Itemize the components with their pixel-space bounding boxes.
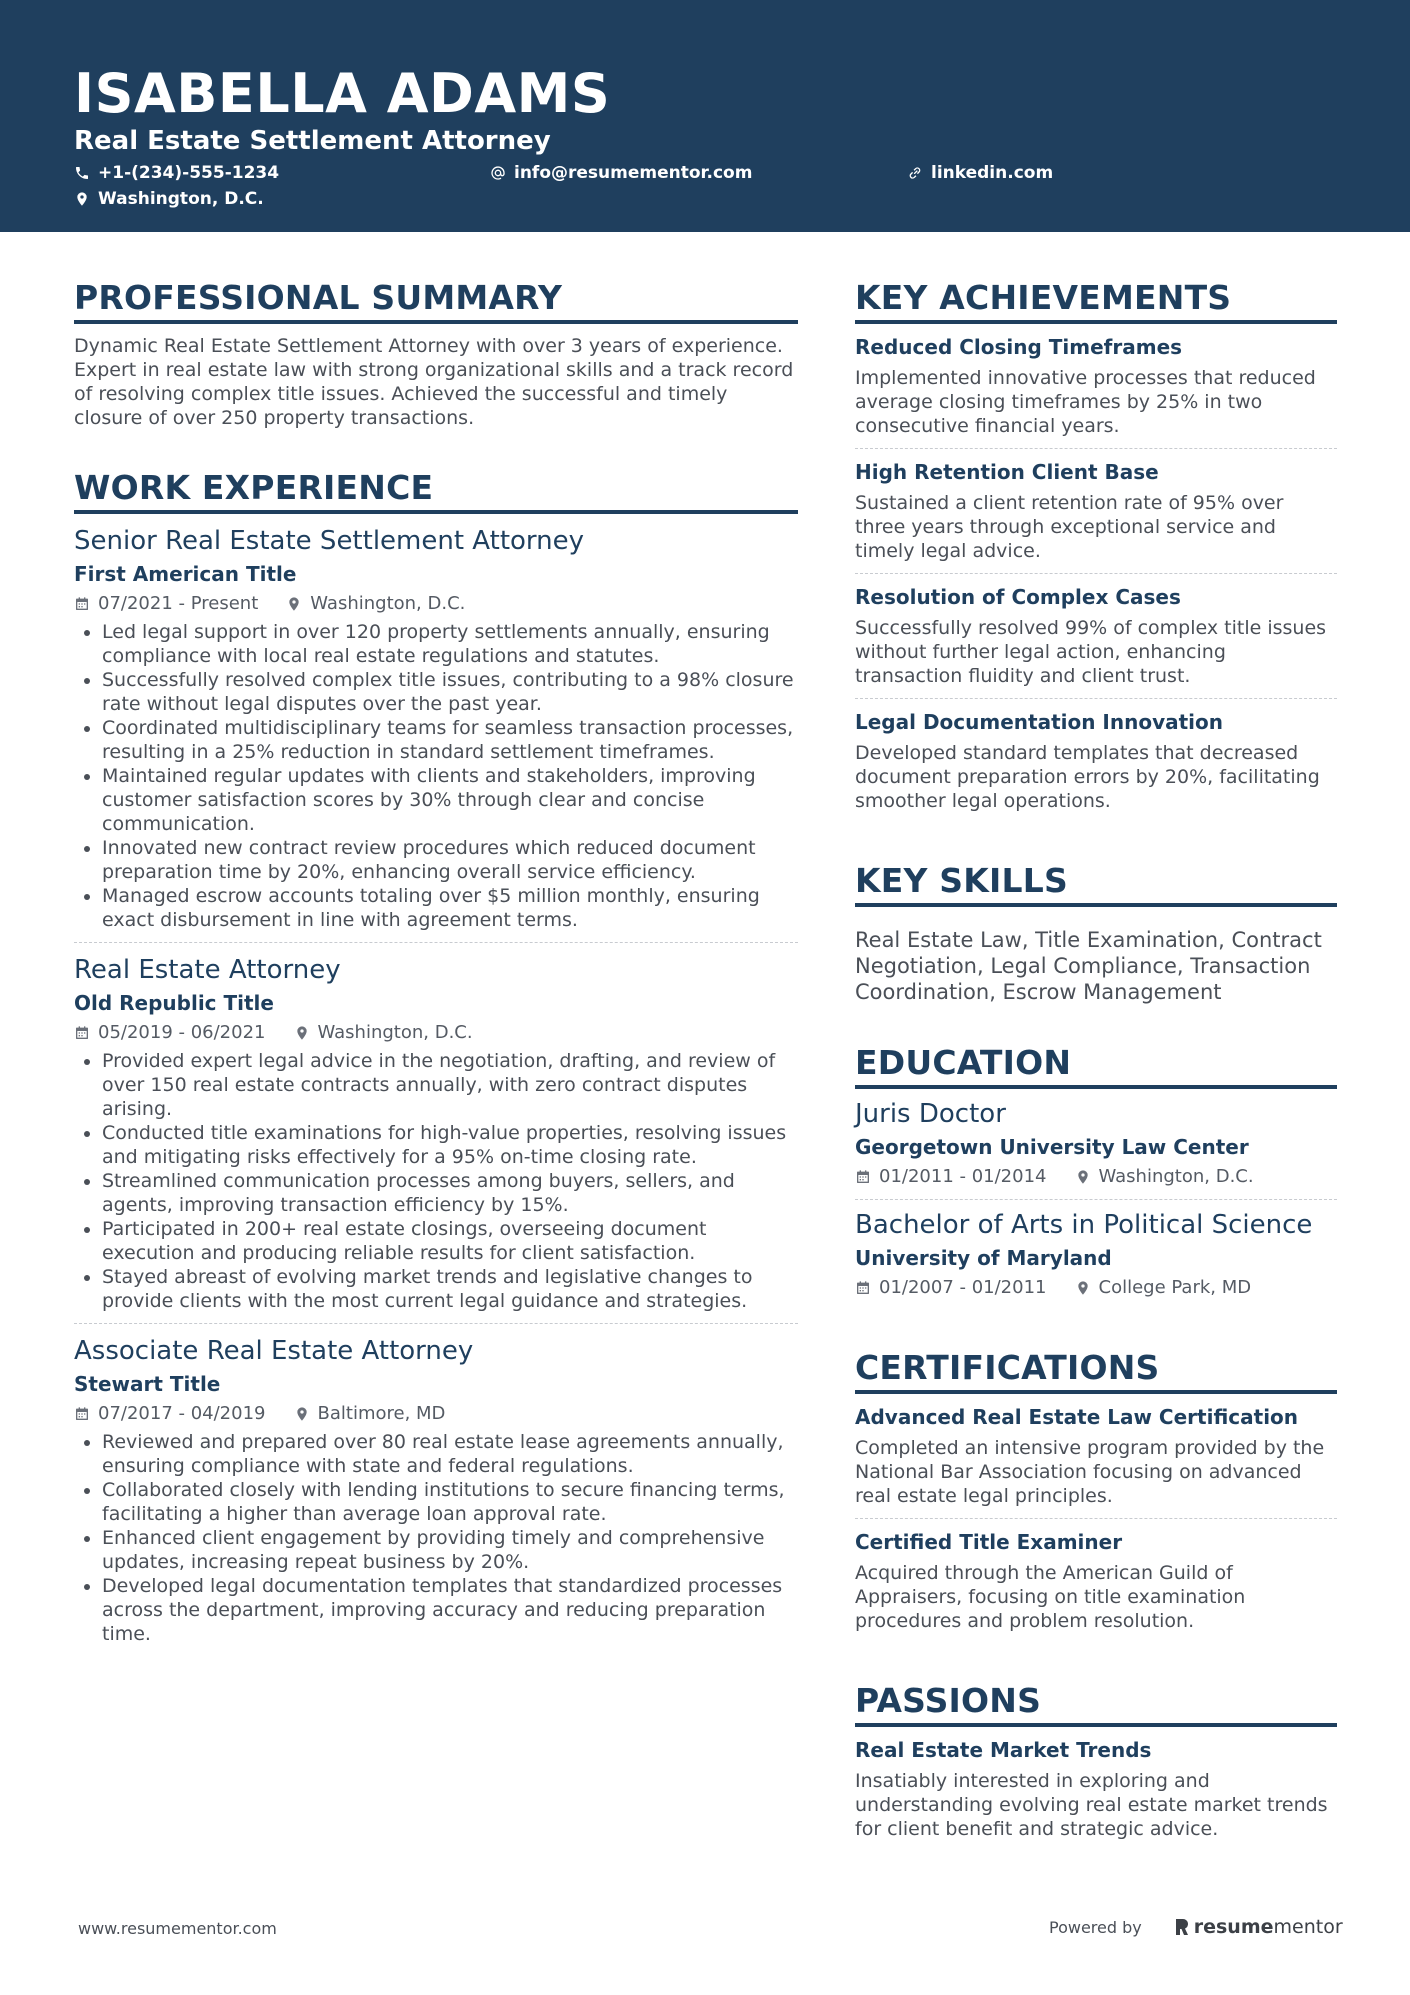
- bullet-item: • Conducted title examinations for high-value properties, resolving issues and mitigating risks effectively for a 95% on-time closing rate.: [102, 1121, 798, 1169]
- job-bullets: [74, 1049, 798, 1313]
- education-section: [855, 1043, 1337, 1310]
- passion-title: Real Estate Market Trends: [855, 1738, 1152, 1762]
- job-location: Washington, D.C.: [317, 1022, 473, 1043]
- footer-website[interactable]: www.resumementor.com: [78, 1919, 277, 1938]
- bullet-item: • Participated in 200+ real estate closings, overseeing document execution and producing reliable results for client satisfaction.: [102, 1217, 798, 1265]
- job-bullets: [74, 1430, 798, 1646]
- passion-desc: Insatiably interested in exploring and understanding evolving real estate market trends for client benefit and strategic advice.: [855, 1770, 1328, 1840]
- experience-section: [74, 468, 798, 1656]
- brand-logo[interactable]: [1174, 1916, 1343, 1938]
- job-title: Associate Real Estate Attorney: [74, 1336, 474, 1366]
- job-entry: [74, 1334, 798, 1656]
- job-location: Washington, D.C.: [310, 593, 466, 614]
- bullet-item: • Developed legal documentation templates that standardized processes across the department, improving accuracy and reducing preparation time.: [102, 1574, 798, 1646]
- contact-linkedin[interactable]: [907, 161, 1053, 185]
- bullet-item: • Reviewed and prepared over 80 real estate lease agreements annually, ensuring compliance with state and federal regulations.: [102, 1430, 798, 1478]
- calendar-icon: [855, 1169, 871, 1185]
- footer-powered-by: [1049, 1916, 1343, 1938]
- job-dates: 07/2021 - Present: [98, 593, 259, 614]
- job-entry: [74, 524, 798, 943]
- skills-heading: KEY SKILLS: [855, 861, 1337, 907]
- location-pin-icon: [294, 1025, 310, 1041]
- resume-header: [0, 0, 1410, 232]
- skills-section: [855, 861, 1337, 1005]
- job-title: Real Estate Attorney: [74, 955, 341, 985]
- email-text[interactable]: info@resumementor.com: [514, 163, 753, 183]
- bullet-item: • Stayed abreast of evolving market trends and legislative changes to provide clients with the most current legal guidance and strategies.: [102, 1265, 798, 1313]
- job-dates: 05/2019 - 06/2021: [98, 1022, 266, 1043]
- achievements-heading: KEY ACHIEVEMENTS: [855, 278, 1337, 324]
- candidate-title: Real Estate Settlement Attorney: [74, 126, 551, 156]
- brand-name-thin: mentor: [1273, 1916, 1343, 1938]
- passion-item: [855, 1727, 1337, 1851]
- bullet-item: • Collaborated closely with lending institutions to secure financing terms, facilitating a higher than average loan approval rate.: [102, 1478, 798, 1526]
- contact-email[interactable]: [490, 161, 752, 185]
- education-heading: EDUCATION: [855, 1043, 1337, 1089]
- bullet-item: • Managed escrow accounts totaling over $5 million monthly, ensuring exact disbursement in line with agreement terms.: [102, 884, 798, 932]
- passions-section: [855, 1681, 1337, 1851]
- achievement-title: High Retention Client Base: [855, 460, 1159, 484]
- location-pin-icon: [1075, 1169, 1091, 1185]
- bullet-item: • Successfully resolved complex title issues, contributing to a 98% closure rate without legal disputes over the past year.: [102, 668, 798, 716]
- achievement-title: Resolution of Complex Cases: [855, 585, 1181, 609]
- location-pin-icon: [294, 1406, 310, 1422]
- location-pin-icon: [74, 191, 90, 207]
- certifications-heading: CERTIFICATIONS: [855, 1348, 1337, 1394]
- summary-section: [74, 278, 798, 430]
- passions-heading: PASSIONS: [855, 1681, 1337, 1727]
- education-dates: 01/2007 - 01/2011: [879, 1277, 1047, 1298]
- job-meta: [74, 1021, 798, 1045]
- phone-text: +1-(234)-555-1234: [98, 163, 280, 183]
- bullet-item: • Maintained regular updates with clients and stakeholders, improving customer satisfaction scores by 30% through clear and concise communication.: [102, 764, 798, 836]
- achievement-item: [855, 449, 1337, 574]
- job-meta: [74, 1402, 798, 1426]
- bullet-item: • Coordinated multidisciplinary teams for seamless transaction processes, resulting in a 25% reduction in standard settlement timeframes.: [102, 716, 798, 764]
- location-text: Washington, D.C.: [98, 189, 264, 209]
- brand-name-bold: resume: [1193, 1916, 1274, 1938]
- bullet-item: • Innovated new contract review procedures which reduced document preparation time by 20%, enhancing overall service efficiency.: [102, 836, 798, 884]
- education-meta: [855, 1276, 1337, 1300]
- job-dates: 07/2017 - 04/2019: [98, 1403, 266, 1424]
- bullet-item: • Streamlined communication processes among buyers, sellers, and agents, improving transaction efficiency by 15%.: [102, 1169, 798, 1217]
- degree-title: Bachelor of Arts in Political Science: [855, 1210, 1313, 1240]
- education-meta: [855, 1165, 1337, 1189]
- achievements-section: [855, 278, 1337, 823]
- achievement-item: [855, 574, 1337, 699]
- skills-text: Real Estate Law, Title Examination, Contract Negotiation, Legal Compliance, Transaction Coordination, Escrow Management: [855, 928, 1322, 1004]
- achievement-title: Reduced Closing Timeframes: [855, 335, 1183, 359]
- education-dates: 01/2011 - 01/2014: [879, 1166, 1047, 1187]
- achievement-desc: Implemented innovative processes that reduced average closing timeframes by 25% in two consecutive financial years.: [855, 367, 1316, 437]
- bullet-item: • Provided expert legal advice in the negotiation, drafting, and review of over 150 real estate contracts annually, with zero contract disputes arising.: [102, 1049, 798, 1121]
- summary-heading: PROFESSIONAL SUMMARY: [74, 278, 798, 324]
- location-pin-icon: [1075, 1280, 1091, 1296]
- powered-by-label: Powered by: [1049, 1917, 1142, 1937]
- phone-icon: [74, 165, 90, 181]
- achievement-item: [855, 699, 1337, 823]
- location-pin-icon: [286, 596, 302, 612]
- degree-title: Juris Doctor: [855, 1099, 1006, 1129]
- achievement-desc: Successfully resolved 99% of complex title issues without further legal action, enhancing transaction fluidity and client trust.: [855, 617, 1327, 687]
- certification-item: [855, 1519, 1337, 1643]
- brand-mark-icon: [1174, 1918, 1190, 1936]
- education-item: [855, 1089, 1337, 1200]
- calendar-icon: [74, 596, 90, 612]
- school-name: Georgetown University Law Center: [855, 1135, 1249, 1159]
- company-name: Stewart Title: [74, 1372, 221, 1396]
- company-name: First American Title: [74, 562, 297, 586]
- education-item: [855, 1200, 1337, 1310]
- calendar-icon: [855, 1280, 871, 1296]
- link-icon: [907, 165, 923, 181]
- job-entry: [74, 953, 798, 1324]
- school-name: University of Maryland: [855, 1246, 1112, 1270]
- bullet-item: • Enhanced client engagement by providing timely and comprehensive updates, increasing repeat business by 20%.: [102, 1526, 798, 1574]
- experience-heading: WORK EXPERIENCE: [74, 468, 798, 514]
- company-name: Old Republic Title: [74, 991, 274, 1015]
- candidate-name: ISABELLA ADAMS: [74, 62, 611, 125]
- job-bullets: [74, 620, 798, 932]
- achievement-item: [855, 324, 1337, 449]
- right-column: [855, 278, 1337, 1889]
- calendar-icon: [74, 1025, 90, 1041]
- calendar-icon: [74, 1406, 90, 1422]
- job-location: Baltimore, MD: [317, 1403, 446, 1424]
- education-location: College Park, MD: [1098, 1277, 1252, 1298]
- job-meta: [74, 592, 798, 616]
- achievement-title: Legal Documentation Innovation: [855, 710, 1224, 734]
- certification-item: [855, 1394, 1337, 1519]
- certification-title: Certified Title Examiner: [855, 1530, 1123, 1554]
- summary-text: Dynamic Real Estate Settlement Attorney with over 3 years of experience. Expert in real estate law with strong organizational skills and a track record of resolving complex title issues. Achieved the successful and timely closure of over 250 property transactions.: [74, 335, 794, 429]
- certification-desc: Completed an intensive program provided by the National Bar Association focusing on advanced real estate legal principles.: [855, 1437, 1325, 1507]
- contact-location: [74, 187, 264, 211]
- linkedin-text[interactable]: linkedin.com: [931, 163, 1054, 183]
- achievement-desc: Sustained a client retention rate of 95% over three years through exceptional service and timely legal advice.: [855, 492, 1284, 562]
- bullet-item: • Led legal support in over 120 property settlements annually, ensuring compliance with local real estate regulations and statutes.: [102, 620, 798, 668]
- job-title: Senior Real Estate Settlement Attorney: [74, 526, 585, 556]
- certification-title: Advanced Real Estate Law Certification: [855, 1405, 1299, 1429]
- achievement-desc: Developed standard templates that decreased document preparation errors by 20%, facilitating smoother legal operations.: [855, 742, 1320, 812]
- at-sign-icon: [490, 165, 506, 181]
- contact-phone: [74, 161, 279, 185]
- education-location: Washington, D.C.: [1098, 1166, 1254, 1187]
- left-column: [74, 278, 798, 1694]
- certifications-section: [855, 1348, 1337, 1643]
- certification-desc: Acquired through the American Guild of Appraisers, focusing on title examination procedures and problem resolution.: [855, 1562, 1246, 1632]
